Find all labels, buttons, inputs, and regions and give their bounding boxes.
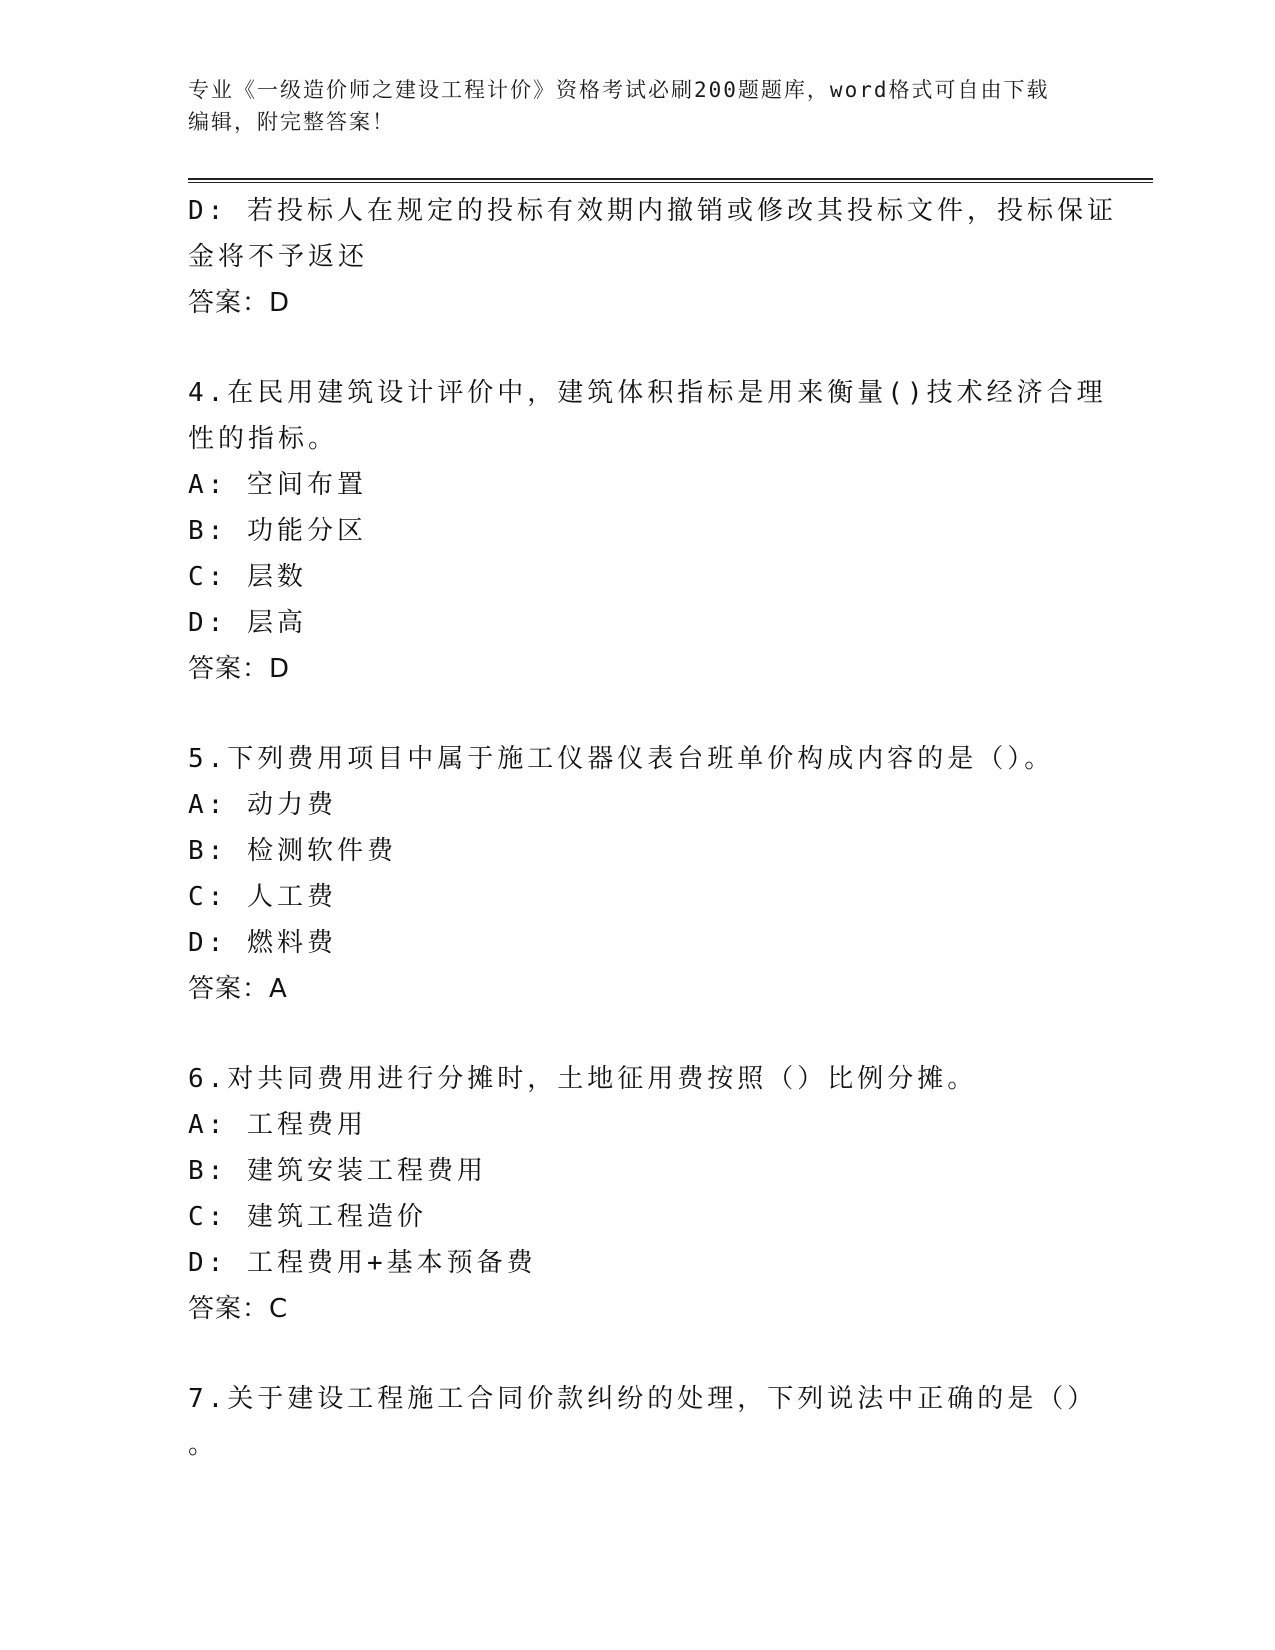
option-b: B: 功能分区 <box>188 516 367 546</box>
option-c: C: 层数 <box>188 562 307 592</box>
option-b: B: 建筑安装工程费用 <box>188 1156 487 1186</box>
answer-line: 答案：C <box>188 1294 289 1324</box>
option-d: D: 燃料费 <box>188 928 337 958</box>
question-stem: 5.下列费用项目中属于施工仪器仪表台班单价构成内容的是（）。 <box>188 744 1055 774</box>
option-b: B: 检测软件费 <box>188 836 397 866</box>
answer-line: 答案：D <box>188 288 291 318</box>
option-d-cont: 金将不予返还 <box>188 242 369 272</box>
option-d: D: 若投标人在规定的投标有效期内撤销或修改其投标文件，投标保证 <box>188 196 1117 226</box>
question-content <box>188 188 1117 1468</box>
option-d: D: 工程费用+基本预备费 <box>188 1248 537 1278</box>
option-c: C: 建筑工程造价 <box>188 1202 427 1232</box>
question-5 <box>188 736 1088 1012</box>
question-3-continuation <box>188 188 1117 326</box>
header-divider <box>188 178 1153 180</box>
option-a: A: 空间布置 <box>188 470 367 500</box>
header-divider-thin <box>188 182 1153 183</box>
question-4 <box>188 370 1107 692</box>
question-stem-cont: 。 <box>188 1430 219 1460</box>
question-stem: 4.在民用建筑设计评价中，建筑体积指标是用来衡量()技术经济合理 <box>188 378 1107 408</box>
option-d: D: 层高 <box>188 608 307 638</box>
question-6 <box>188 1056 1088 1332</box>
question-7 <box>188 1376 1098 1468</box>
answer-line: 答案：A <box>188 974 288 1004</box>
question-stem-cont: 性的指标。 <box>188 424 339 454</box>
answer-line: 答案：D <box>188 654 291 684</box>
question-stem: 6.对共同费用进行分摊时，土地征用费按照（）比例分摊。 <box>188 1064 978 1094</box>
option-a: A: 工程费用 <box>188 1110 367 1140</box>
option-a: A: 动力费 <box>188 790 337 820</box>
document-header: 专业《一级造价师之建设工程计价》资格考试必刷200题题库，word格式可自由下载编辑，附完整答案！ <box>188 78 1050 134</box>
option-c: C: 人工费 <box>188 882 337 912</box>
question-stem: 7.关于建设工程施工合同价款纠纷的处理，下列说法中正确的是（） <box>188 1384 1098 1414</box>
